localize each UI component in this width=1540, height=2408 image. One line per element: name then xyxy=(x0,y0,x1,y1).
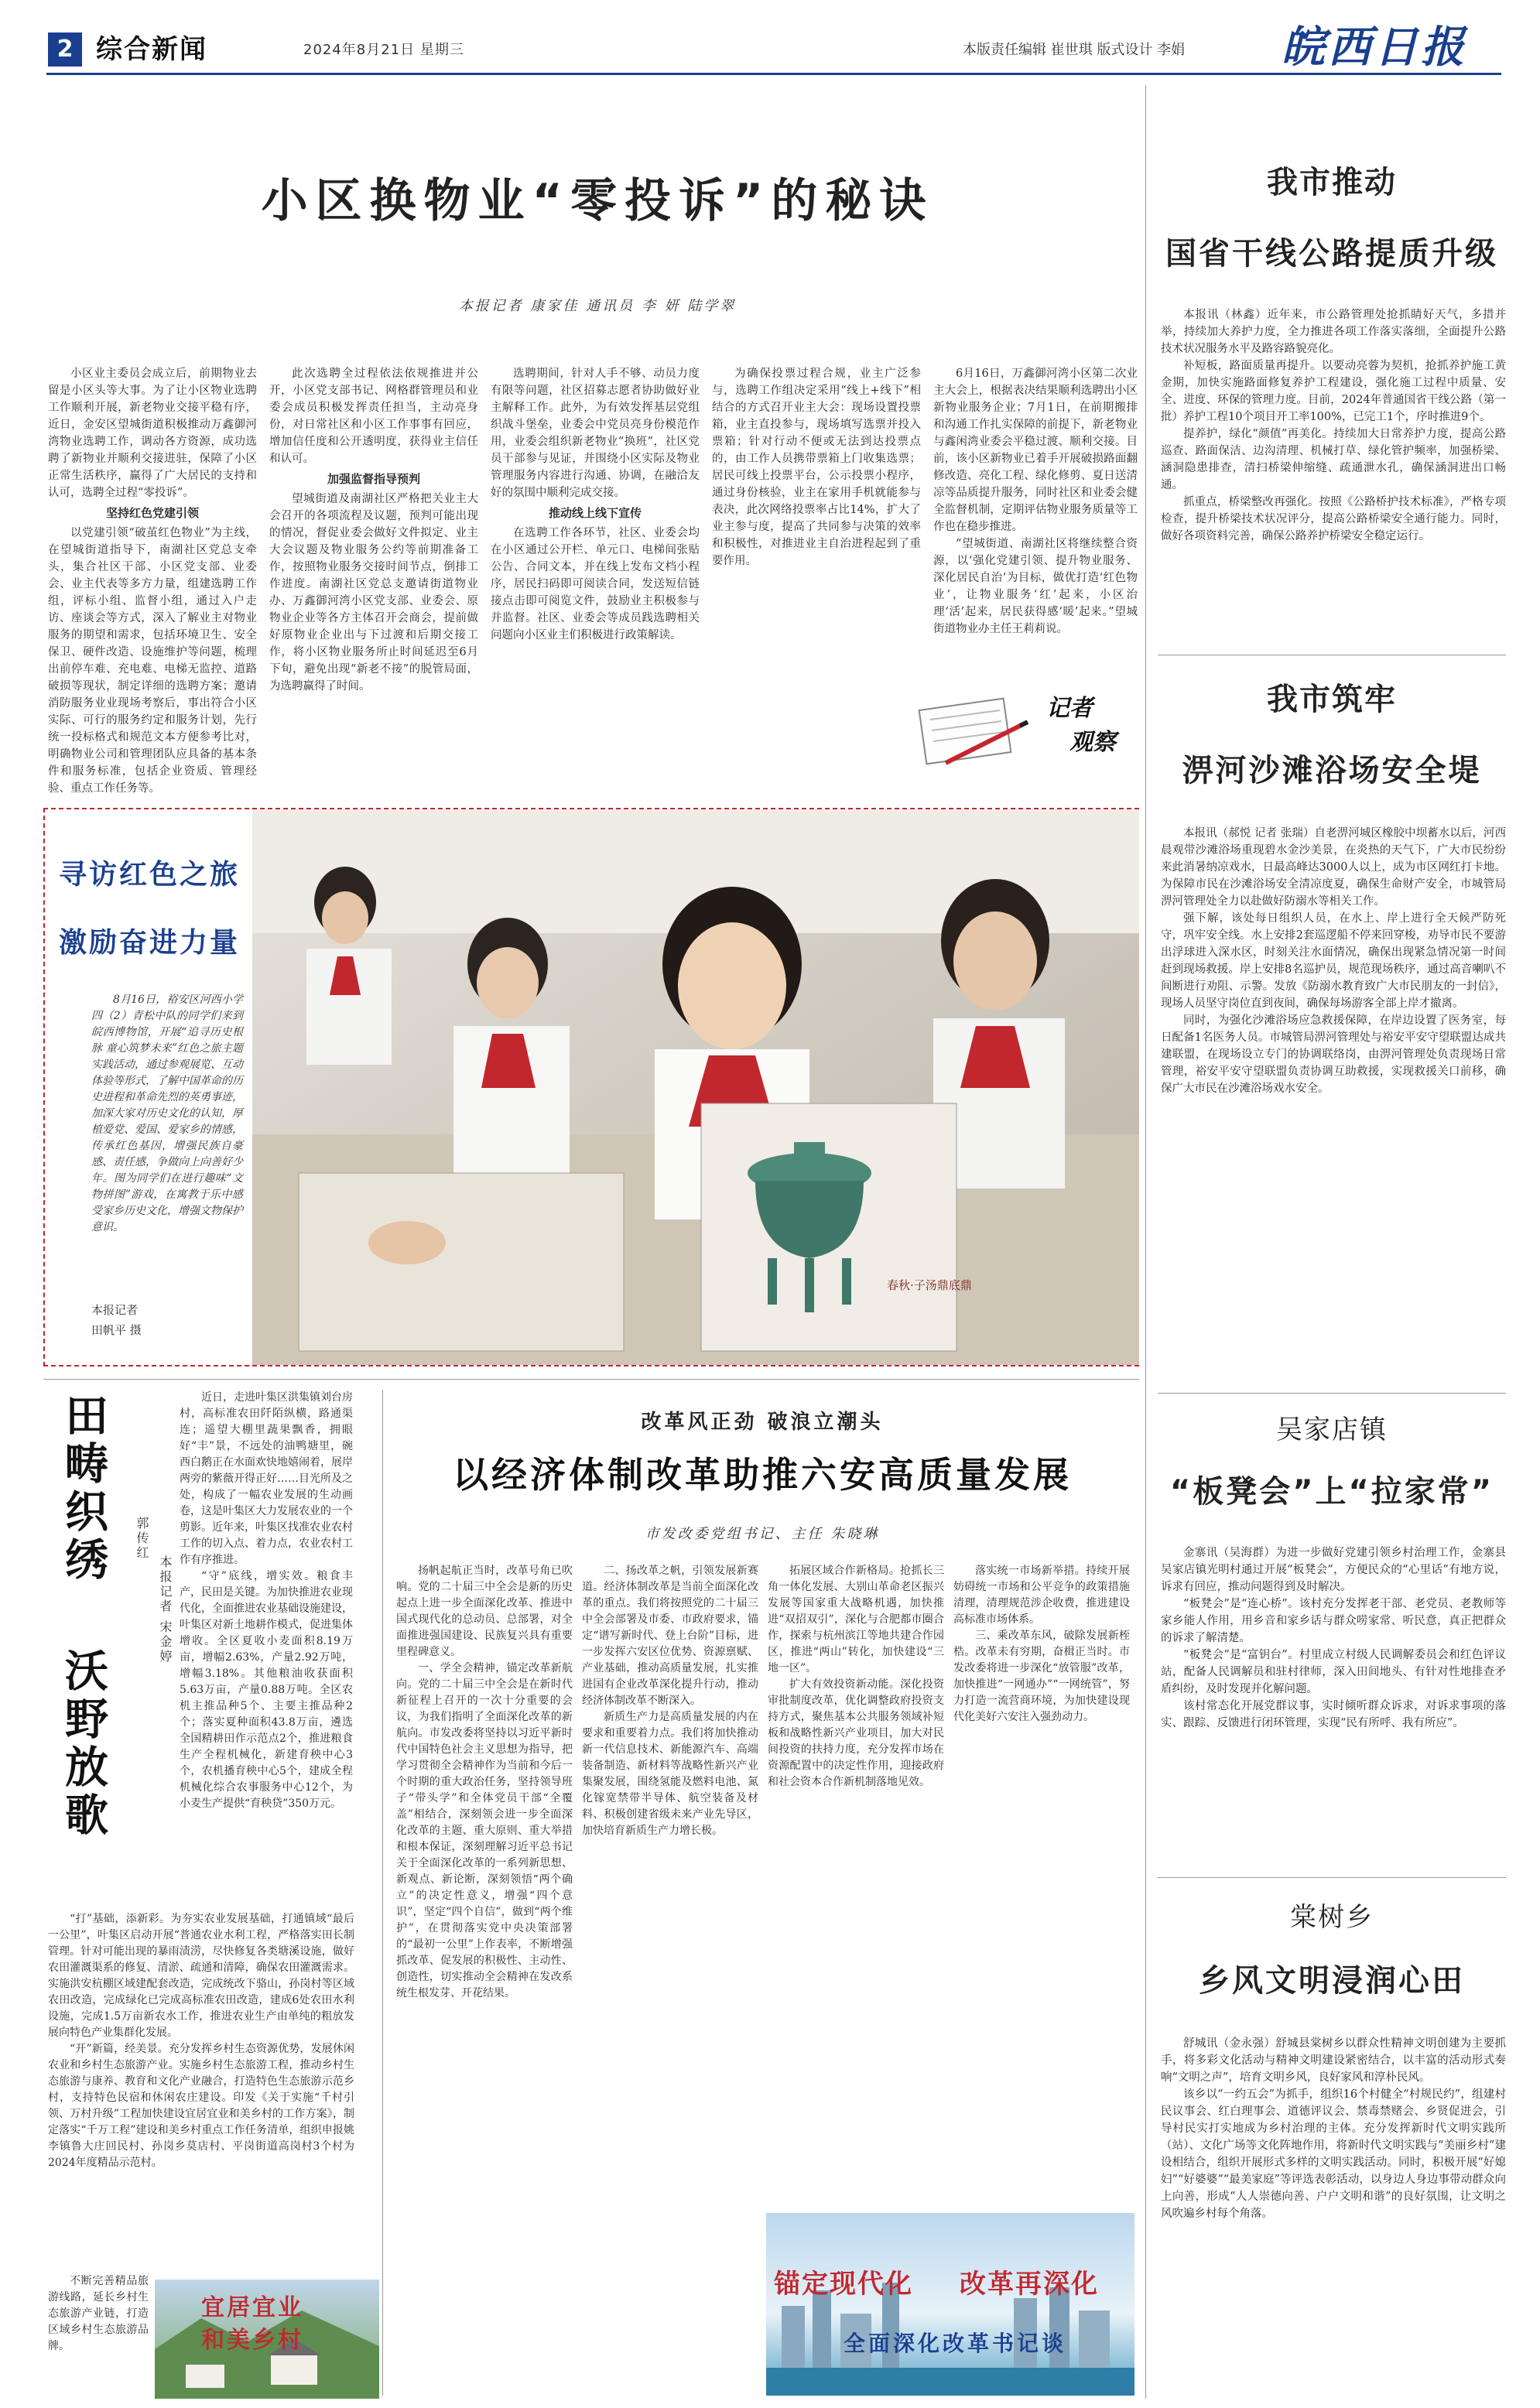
bench-kicker: 吴家店镇 xyxy=(1276,1414,1388,1445)
reform-kicker: 改革风正劲 破浪立潮头 xyxy=(641,1411,884,1434)
tianchou-body: “打”基础，添新彩。为夯实农业发展基础，打通镇域“最后一公里”，叶集区启动开展“普通农业水利工程，严格落实田长制管理。针对可能出现的暴雨渍涝，尽快修复各类塘溪设施，做好农田灌溉渠系的修复、清淤、疏通和清障，确保农田灌溉需求。实施洪安杭棚区域建配套改造，完成统改下骆山，孙岗村等区域农田改造，完成绿化已完成高标准农田改造，建成6处农田水利设施，完成1.5万亩新农水工作，推进农业生产由单纯的粗放发展向特色产业集群化发展。 “开”新篇，经美景。充分发挥乡村生态资源优势，发展休闲农业和乡村生态旅游产业。实施乡村生态旅游工程，推动乡村生态旅游与康养、教育和文化产业融合，打造特色生态旅游示范乡村，支持特色民宿和休闲农庄建设。印发《关于实施“千村引领、万村升级”工程加快建设宜居宜业和美乡村的工作方案》，制定落实“千万工程”建设和美乡村重点工作任务清单，组织申报姚李镇鲁大庄回民村、孙岗乡莫店村、平岗街道高岗村3个村为2024年度精品示范村。 xyxy=(48,1913,354,2169)
tianchou-title-2: 沃野放歌 xyxy=(58,1648,109,1840)
reform-col-3: 拓展区域合作新格局。抢抓长三角一体化发展、大别山革命老区振兴发展等国家重大战略机遇，加快推进“双招双引”，深化与合肥都市圈合作，探索与杭州滨江等地共建合作园区，推进“两山”转化，加快建设“三地一区”。 扩大有效投资新动能。深化投资审批制度改革，优化调整政府投资支持方式，聚焦基本公共服务领域补短板和战略性新兴产业项目，加大对民间投资的扶持力度，充分发挥市场在资源配置中的决定性作用，迎接政府和社会资本合作新机制落地见效。 xyxy=(768,1565,944,1788)
reform-byline: 市发改委党组书记、主任 朱晓琳 xyxy=(645,1526,880,1542)
editor-credits: 本版责任编辑 崔世琪 版式设计 李娟 xyxy=(963,42,1186,58)
photo-credit: 田帆平 摄 xyxy=(91,1323,142,1337)
reform-col-2: 二、扬改革之帆，引领发展新赛道。经济体制改革是当前全面深化改革的重点。我们将按照党的二十届三中全会部署及市委、市政府要求，锚定“谱写新时代、登上台阶”目标，进一步发挥六安区位优势、资源禀赋、产业基础，推动高质量发展，扎实推进国有企业改革深化提升行动，推动经济体制改革不断深入。 新质生产力是高质量发展的内在要求和重要着力点。我们将加快推动新一代信息技术、新能源汽车、高端装备制造、新材料等战略性新兴产业集聚发展，围绕氢能及燃料电池、氮化镓宽禁带半导体、航空装备及材料、积极创建省级未来产业先导区，加快培育新质生产力增长极。 xyxy=(582,1565,758,1837)
lead-byline: 本报记者 康家佳 通讯员 李 妍 陆学翠 xyxy=(458,298,737,314)
issue-date: 2024年8月21日 星期三 xyxy=(303,42,464,58)
section-divider xyxy=(1158,1393,1506,1394)
lead-col-5: 6月16日，万鑫御河湾小区第二次业主大会上，根据表决结果顺利选聘出小区新物业服务企业；7月1日，在前期搬排和沟通工作扎实保障的前提下，新老物业与鑫闲湾业委会平稳过渡、顺利交接。目前，该小区新物业已着手开展破损路面翻修改造、亮化工程、绿化修剪、夏日送清凉等品质提升服务，同时社区和业委会健全监督机制，定期评估物业服务质量等工作也在稳步推进。 “望城街道、南湖社区将继续整合资源，以‘强化党建引领、提升物业服务、深化居民自治’为目标，做优打造‘红色物业’，让物业服务‘红’起来，小区治理‘活’起来，居民获得感‘暖’起来。”望城街道物业办主任王莉莉说。 xyxy=(933,368,1138,635)
tianchou-author: 本报记者 宋金婷 xyxy=(158,1555,173,1665)
column-label-observe: 观察 xyxy=(1069,729,1116,756)
reform-col-1: 扬帆起航正当时，改革号角已吹响。党的二十届三中全会是新的历史起点上进一步全面深化改革、推进中国式现代化的总动员、总部署，对全面推进强国建设、民族复兴具有重要里程碑意义。 一、学全会精神，锚定改革新航向。党的二十届三中全会是在新时代新征程上召开的一次十分重要的会议，为我们指明了全面深化改革的新航向。市发改委将坚持以习近平新时代中国特色社会主义思想为指导，把学习贯彻全会精神作为当前和今后一个时期的重大政治任务，坚持领导班子“带头学”和全体党员干部“全覆盖”相结合，深刻领会进一步全面深化改革的主题、重大原则、重大举措和根本保证，深刻理解习近平总书记关于全面深化改革的一系列新思想、新观点、新论断，深刻领悟“两个确立”的决定性意义，增强“四个意识”，坚定“四个自信”，做到“两个维护”，在贯彻落实党中央决策部署的“最初一公里”上作表率，不断增强抓改革、促发展的积极性、主动性、创造性，切实推动全会精神在发改系统生根发芽、开花结果。 xyxy=(396,1565,573,1999)
rural-kicker: 棠树乡 xyxy=(1290,1902,1374,1933)
bench-body: 金寨讯（吴海群）为进一步做好党建引领乡村治理工作，金寨县吴家店镇光明村通过开展“板凳会”，方便民众的“心里话”有地方说，诉求有回应，推动问题得到及时解决。 “板凳会”是“连心桥”。该村充分发挥老干部、老党员、老教师等家乡能人作用，用乡音和家乡话与群众唠家常、听民意，真正把群众的诉求了解清楚。 “板凳会”是“富钥台”。村里成立村级人民调解委员会和红色评议站，配备人民调解员和驻村律师，深入田间地头、有针对性地排查矛盾纠纷，及时发现并化解问题。 该村常态化开展党群议事，实时倾听群众诉求，对诉求事项的落实、跟踪、反馈进行闭环管理，实现“民有所呼、我有所应”。 xyxy=(1161,1547,1506,1729)
section-name: 综合新闻 xyxy=(96,34,207,65)
students-photo xyxy=(252,809,1139,1365)
reform-title: 以经济体制改革助推六安高质量发展 xyxy=(453,1454,1072,1496)
artifact-card-label: 春秋·子汤鼎底鼎 xyxy=(887,1278,972,1292)
tianchou-title-1: 田畴织绣 xyxy=(58,1393,109,1585)
red-culture-caption: 8月16日，裕安区河西小学四（2）青松中队的同学们来到皖西博物馆，开展“追寻历史根脉 童心筑梦未来”红色之旅主题实践活动，通过参观展览、互动体验等形式，了解中国革命的历史进程和革命先烈的英勇事迹，加深大家对历史文化的认知，厚植爱党、爱国、爱家乡的情感，传承红色基因，增强民族自豪感、责任感，争做向上向善好少年。图为同学们在进行趣味“文物拼图”游戏，在寓教于乐中感受家乡历史文化，增强文物保护意识。 xyxy=(91,994,243,1233)
rural-title: 乡风文明浸润心田 xyxy=(1199,1963,1465,1999)
banner-slogan-left: 锚定现代化 xyxy=(774,2269,913,2300)
subhead: 推动线上线下宣传 xyxy=(548,506,642,520)
lead-title: 小区换物业“零投诉”的秘诀 xyxy=(261,174,934,228)
lead-col-1: 小区业主委员会成立后，前期物业去留是小区头等大事。为了让小区物业选聘工作顺利开展，新老物业交接平稳有序，近日，金安区望城街道积极推动万鑫御河湾物业选聘工作，调动各方资源，成功选聘了新物业并顺利交接进驻，保障了小区正常生活秩序，赢得了广大居民的支持和认可，选聘全过程“零投诉”。 坚持红色党建引领 以党建引领“破茧红色物业”为主线，在望城街道指导下，南湖社区党总支牵头，集合社区干部、小区党支部、业委会、业主代表等多方力量，组建选聘工作组，评标小组、监督小组，通过入户走访、座谈会等方式，深入了解业主对物业服务的期望和需求，包括环境卫生、安全保卫、硬件改造、设施维护等问题，梳理出前停车难、充电难、电梯无监控、道路破损等现状，制定详细的选聘方案；邀请消防服务业业现场考察后，事出符合小区实际、可行的服务约定和服务计划，先行统一投标格式和规范文本方便参考比对，明确物业公司和管理团队应具备的基本条件和服务标准，包括企业资质、管理经验、重点工作任务等。 xyxy=(48,368,257,795)
rural-body: 舒城讯（金永强）舒城县棠树乡以群众性精神文明创建为主要抓手，将多彩文化活动与精神文明建设紧密结合，以丰富的活动形式奏响“文明之声”，培育文明乡风，良好家风和淳朴民风。 该乡以“一约五会”为抓手，组织16个村健全“村规民约”，组建村民议事会、红白理事会、道德评议会、禁毒禁赌会、乡贤促进会，引导村民实打实地成为乡村治理的主体。充分发挥新时代文明实践所（站）、文化广场等文化阵地作用，将新时代文明实践与“美丽乡村”建设相结合，组织开展形式多样的文明实践活动。同时，积极开展“好媳妇”“好婆婆”“最美家庭”等评选表彰活动，以身边人身边事带动群众向上向善，形成“人人崇德向善、户户文明和谐”的良好氛围，让文明之风吹遍乡村每个角落。 xyxy=(1161,2037,1506,2220)
tianchou-tail: 不断完善精品旅游线路，延长乡村生态旅游产业链，打造区域乡村生态旅游品牌。 xyxy=(48,2275,149,2352)
tianchou-col-top: 近日，走进叶集区洪集镇刘台房村，高标准农田阡陌纵横，路通渠连；遥望大棚里蔬果飘香，拥眼好“丰”景，不远处的油鸭塘里，碗西白鹅正在水面欢快地嬉闹着，展岸两旁的紫薇开得正好……目光所及之处，构成了一幅农业发展的生动画卷，这是叶集区大力发展农业的一个剪影。近年来，叶集区找准农业农村工作的切入点、着力点，农业农村工作有序推进。 “守”底线，增实效。粮食丰产，民田是关键。为加快推进农业现代化，全面推进农业基础设施建设，叶集区对新土地耕作模式，促进集体增收。全区夏收小麦面积8.19万亩，增幅2.63%，产量2.92万吨，增幅3.18%。其他粮油收获面积5.63万亩，产量0.88万吨。全区农机主推品种5个、主要主推品种2个；落实夏种面积43.8万亩，遴选全国精耕田作示范点2个，推进粮食生产全程机械化，新建育秧中心3个，农机播育秧中心5个，建成全程机械化综合农事服务中心12个，为小麦生产提供“育秧贷”350万元。 xyxy=(180,1391,353,1810)
lead-col-3: 选聘期间，针对人手不够、动员力度有限等问题，社区招募志愿者协助做好业主解释工作。此外，为有效发挥基层党组织战斗堡垒，业委会中党员亮身份模范作用，业委会组织新老物业“换班”，社区党员干部参与见证，并围绕小区实际及物业管理服务内容进行沟通、协调，在融洽友好的氛围中顺利完成交接。 推动线上线下宣传 在选聘工作各环节，社区、业委会均在小区通过公开栏、单元口、电梯间张贴公告、合同文本，并在线上发布文档小程序，居民扫码即可阅读合同，发送短信链接点击即可阅览文件，鼓励业主积极参与并监督。社区、业委会等成员践选聘相关问题向小区业主们积极进行政策解读。 xyxy=(491,368,700,641)
page-number-badge: 2 xyxy=(48,32,82,67)
tianchou-author: 郭传红 xyxy=(135,1517,149,1561)
highway-kicker: 我市推动 xyxy=(1267,165,1397,200)
reform-banner xyxy=(766,2213,1134,2396)
image-title: 宜居宜业 xyxy=(201,2294,303,2321)
city-skyline-illustration xyxy=(766,2213,1134,2396)
highway-title: 国省干线公路提质升级 xyxy=(1165,236,1498,272)
river-title: 淠河沙滩浴场安全堤 xyxy=(1182,753,1482,788)
reporter-observation-badge xyxy=(915,681,1139,782)
subhead: 坚持红色党建引领 xyxy=(105,506,199,520)
banner-slogan-right: 改革再深化 xyxy=(960,2269,1099,2300)
header-rule xyxy=(46,73,1501,75)
column-divider xyxy=(382,1390,383,2396)
image-title: 和美乡村 xyxy=(201,2327,303,2354)
section-divider xyxy=(1158,1877,1506,1878)
river-body: 本报讯（郝悦 记者 张瑞）自老淠河城区橡胶中坝蓄水以后，河西晨观带沙滩浴场重现碧水金沙美景，在炎热的天气下，广大市民纷纷来此消暑纳凉戏水，日最高峰达3000人以上，成为市区网红打卡地。为保障市民在沙滩浴场安全清凉度夏，确保生命财产安全，市城管局淠河管理处全力以赴做好防溺水等相关工作。 强下解，该处每日组织人员，在水上、岸上进行全天候严防死守，巩牢安全线。水上安排2套巡逻船不停来回穿梭，劝导市民不要游出浮球进入深水区，时刻关注水面情况，确保出现紧急情况第一时间赶到现场救援。岸上安排8名巡护员，规范现场秩序，通过高音喇叭不间断进行劝阻、示警。发放《防溺水教育致广大市民朋友的一封信》，现场人员坚守岗位直到夜间，确保每场游客全部上岸才撤离。 同时，为强化沙滩浴场应急救援保障，在岸边设置了医务室，每日配备1名医务人员。市城管局淠河管理处与裕安平安守望联盟达成共建联盟，在现场设立专门的协调联络岗，由淠河管理处负责现场日常管理，裕安平安守望联盟负责协调互助救援，实现救援关口前移，确保广大市民在沙滩浴场戏水安全。 xyxy=(1161,827,1506,1095)
lead-col-4: 为确保投票过程合规，业主广泛参与，选聘工作组决定采用“线上+线下”相结合的方式召开业主大会：现场设置投票箱，业主直投参与，现场填写选票并投入票箱；针对行动不便或无法到达投票点的，由工作人员携带票箱上门收集选票；居民可线上投票平台，公示投票小程序，通过身份核验，业主在家用手机就能参与表决，此次网络投票率占比14%，扩大了业主参与度，提高了共同参与决策的效率和积极性，对推进业主自治进程起到了重要作用。 xyxy=(712,368,921,567)
photo-credit: 本报记者 xyxy=(91,1303,139,1317)
column-divider xyxy=(1145,85,1146,2399)
subhead: 加强监督指导预判 xyxy=(327,472,420,486)
lead-article xyxy=(48,85,1138,795)
banner-series-name: 全面深化改革书记谈 xyxy=(844,2331,1067,2356)
red-culture-feature xyxy=(43,808,1139,1366)
section-divider xyxy=(43,1379,1139,1380)
column-label-reporter: 记者 xyxy=(1046,695,1093,722)
livable-village-image xyxy=(155,2280,379,2399)
red-culture-title-1: 寻访红色之旅 xyxy=(59,859,241,891)
masthead-logo: 皖西日报 xyxy=(1282,22,1467,73)
reform-col-4: 落实统一市场新举措。持续开展妨碍统一市场和公平竞争的政策措施清理，清理规范涉企收费，推进建设高标准市场体系。 三、乘改革东风，破除发展新桎梏。改革未有穷期，奋楫正当时。市发改委将进一步深化“放管服”改革，加快推进“一网通办”“一网统管”，努力打造一流营商环境，为加快建设现代化美好六安注入强劲动力。 xyxy=(953,1565,1130,1723)
notebook-pen-icon xyxy=(915,686,1031,771)
bench-title: “板凳会”上“拉家常” xyxy=(1169,1474,1494,1510)
highway-body: 本报讯（林鑫）近年来，市公路管理处抢抓睛好天气，多措并举，持续加大养护力度，全力推进各项工作落实落细，全面提升公路技术状况服务水平及路容路貌亮化。 补短板，路面质量再提升。以要动亮蓉为契机，抢抓养护施工黄金期，加快实施路面修复养护工程建设，强化施工过程中质量、安全、进度、环保的管理力度。目前，2024年普通国省干线公路（第一批）养护工程10个项目开工率100%，已完工1个，序时推进9个。 提养护，绿化“颜值”再美化。持续加大日常养护力度，提高公路巡查、路面保洁、边沟清理、机械打草、绿化管护频率，加强桥梁、涵洞隐患排查，清扫桥梁伸缩缝、疏通泄水孔，确保涵洞进出口畅通。 抓重点，桥梁整改再强化。按照《公路桥护技术标准》，严格专项检查，提升桥梁技术状况评分，提高公路桥梁安全通行能力。同时，做好各项资料完善，确保公路养护桥梁安全稳定运行。 xyxy=(1161,309,1506,542)
red-culture-title-2: 激励奋进力量 xyxy=(59,927,241,959)
river-kicker: 我市筑牢 xyxy=(1267,682,1397,717)
lead-col-2: 此次选聘全过程依法依规推进并公开，小区党支部书记、网格群管理员和业委会成员积极发挥责任担当，主动亮身份，对日常社区和小区工作事事有回应，增加信任度和公开透明度，获得业主信任和认可。 加强监督指导预判 望城街道及南湖社区严格把关业主大会召开的各项流程及议题，预判可能出现的情况，督促业委会做好文件拟定、业主大会议题及物业服务公约等前期准备工作，按照物业服务交接时间节点，倒排工作进度。南湖社区党总支邀请街道物业办、万鑫御河湾小区党支部、业委会、原物业企业等各方主体召开会商会，提前做好原物业企业出与下过渡和后期交接工作，将小区物业服务所止时间延迟至6月下旬，避免出现“新老不接”的脱管局面，为选聘赢得了时间。 xyxy=(269,368,478,693)
students-puzzle-illustration xyxy=(252,809,1139,1365)
page-header xyxy=(0,0,1540,74)
